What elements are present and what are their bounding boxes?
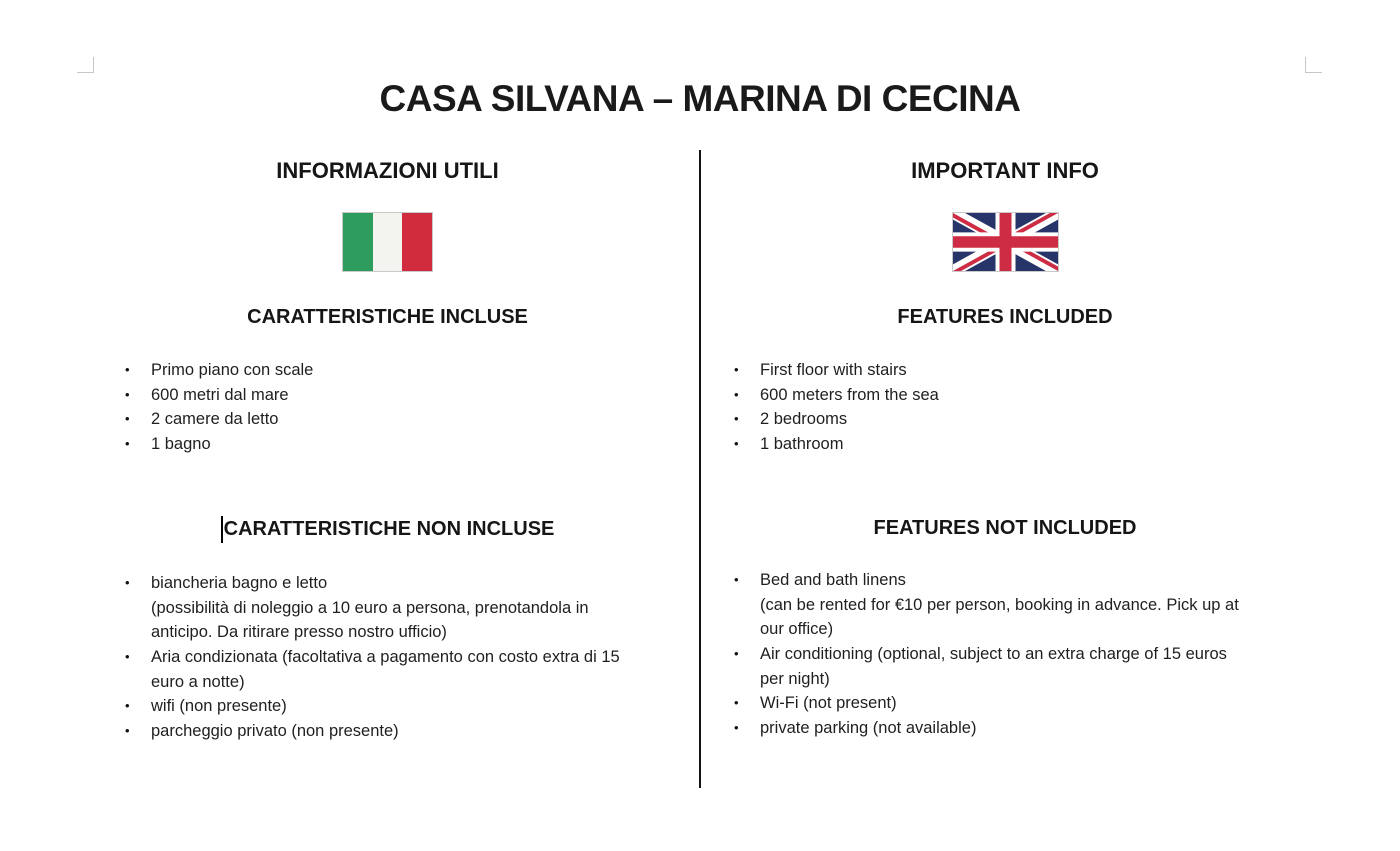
italy-flag-red-stripe: [402, 213, 432, 271]
text-cursor: [221, 516, 223, 543]
bullet-icon: •: [125, 648, 130, 664]
italy-flag-icon: [342, 212, 433, 272]
section-heading-included-en: FEATURES INCLUDED: [897, 306, 1113, 328]
bullet-icon: •: [125, 698, 130, 714]
list-item-text: [151, 719, 680, 744]
list-item-text: [760, 691, 1300, 716]
list-item: [734, 642, 1300, 691]
list-item: [734, 432, 1300, 457]
list-item: [125, 407, 680, 432]
list-item-text: 2 bedrooms: [760, 410, 848, 429]
text-boundary-corner-top-left-icon: [77, 57, 94, 73]
section-heading-row-not-included-it: [95, 516, 680, 543]
flag-container-english: [710, 212, 1300, 272]
section-heading-row-included-it: [95, 305, 680, 329]
list-item-line: anticipo. Da ritirare presso nostro ufficio): [151, 623, 447, 642]
list-item-text: 600 metri dal mare: [151, 385, 289, 404]
flag-container-italian: [95, 212, 680, 272]
italy-flag-green-stripe: [343, 213, 373, 271]
list-item-text: [151, 645, 680, 694]
not-included-list-en: [710, 568, 1300, 741]
column-italian: [95, 150, 680, 744]
list-item-text: [151, 694, 680, 719]
list-item: [125, 694, 680, 719]
bullet-icon: •: [125, 723, 130, 739]
list-item-line: parcheggio privato (non presente): [151, 722, 399, 741]
list-item: [734, 358, 1300, 383]
list-item: [734, 691, 1300, 716]
list-item-text: 600 meters from the sea: [760, 385, 939, 404]
list-item: [125, 432, 680, 457]
column-heading-english: IMPORTANT INFO: [911, 158, 1099, 183]
bullet-icon: •: [125, 436, 130, 452]
list-item-text: First floor with stairs: [760, 361, 907, 379]
bullet-icon: •: [734, 386, 739, 402]
bullet-icon: •: [734, 695, 739, 711]
list-item-line: euro a notte): [151, 672, 245, 691]
list-item-text: [760, 568, 1300, 642]
section-heading-not-included-it: CARATTERISTICHE NON INCLUSE: [223, 518, 555, 541]
bullet-icon: •: [125, 411, 130, 427]
list-item: [125, 645, 680, 694]
list-item-line: Bed and bath linens: [760, 570, 906, 589]
list-item-line: wifi (non presente): [151, 697, 287, 716]
italy-flag-white-stripe: [373, 213, 403, 271]
bullet-icon: •: [734, 571, 739, 587]
list-item-line: Aria condizionata (facoltativa a pagamento con costo extra di 15: [151, 647, 620, 666]
bullet-icon: •: [734, 645, 739, 661]
bullet-icon: •: [125, 574, 130, 590]
list-item-text: [151, 571, 680, 645]
included-list-en: [710, 358, 1300, 457]
list-item-text: [760, 716, 1300, 741]
list-item: [734, 407, 1300, 432]
bullet-icon: •: [125, 362, 130, 377]
bullet-icon: •: [734, 362, 739, 377]
list-item-text: Primo piano con scale: [151, 361, 314, 379]
list-item: [125, 383, 680, 408]
list-item-line: (can be rented for €10 per person, booking in advance. Pick up at: [760, 595, 1239, 614]
section-heading-not-included-en: FEATURES NOT INCLUDED: [873, 516, 1137, 539]
bullet-icon: •: [734, 436, 739, 452]
list-item-line: Air conditioning (optional, subject to an extra charge of 15 euros: [760, 644, 1227, 663]
list-item: [734, 716, 1300, 741]
bullet-icon: •: [734, 411, 739, 427]
list-item-text: 1 bathroom: [760, 435, 844, 454]
bullet-icon: •: [734, 720, 739, 736]
column-heading-italian: INFORMAZIONI UTILI: [276, 158, 499, 183]
list-item-line: our office): [760, 620, 834, 639]
document-title: CASA SILVANA – MARINA DI CECINA: [379, 78, 1021, 119]
list-item-text: 2 camere da letto: [151, 410, 279, 429]
list-item: [125, 358, 680, 383]
section-heading-row-not-included-en: [710, 516, 1300, 540]
section-heading-row-included-en: [710, 305, 1300, 329]
list-item-text: 1 bagno: [151, 435, 211, 454]
list-item: [734, 383, 1300, 408]
list-item-text: [760, 642, 1300, 691]
bullet-icon: •: [125, 386, 130, 402]
column-english: [710, 150, 1300, 741]
included-list-it: [95, 358, 680, 457]
list-item-line: Wi-Fi (not present): [760, 694, 897, 713]
list-item-line: biancheria bagno e letto: [151, 573, 328, 592]
list-item: [125, 719, 680, 744]
list-item-line: (possibilità di noleggio a 10 euro a persona, prenotandola in: [151, 598, 589, 617]
list-item: [125, 571, 680, 645]
list-item-line: private parking (not available): [760, 719, 977, 738]
list-item-line: per night): [760, 669, 830, 688]
not-included-list-it: [95, 571, 680, 744]
list-item: [734, 568, 1300, 642]
text-boundary-corner-top-right-icon: [1305, 57, 1322, 73]
column-divider: [699, 150, 701, 788]
uk-flag-icon: [952, 212, 1059, 272]
section-heading-included-it: CARATTERISTICHE INCLUSE: [247, 306, 528, 328]
